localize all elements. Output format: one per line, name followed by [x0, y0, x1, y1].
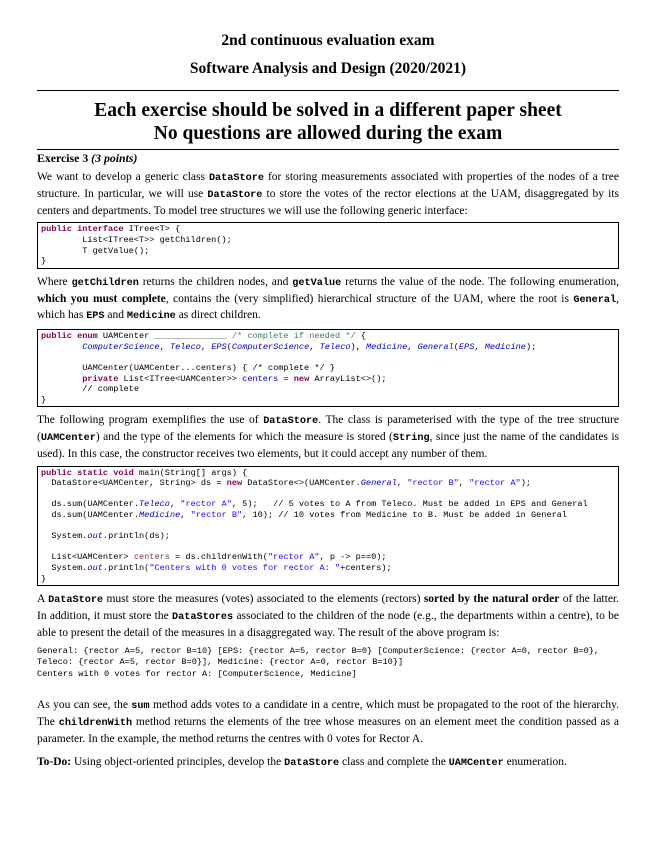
code-block-main: public static void main(String[] args) { DataStore<UAMCenter, String> ds = new DataStore<>(UAMCenter.General, "rector B", "rector A"); ds.sum(UAMCenter.Teleco, "rector A", 5); // 5 votes to A from Teleco. Must be added in EPS and General ds.sum(UAMCenter.Medicine, "rector B", 10); // 10 votes from Medicine to B. Must be added in General System.out.println(ds); List<UAMCenter> centers = ds.childrenWith("rector A", p -> p==0); System.out.println("Centers with 0 votes for rector A: "+centers); } — [37, 466, 619, 587]
output-line: General: {rector A=5, rector B=10} [EPS: {rector A=5, rector B=0} [ComputerScience: {rector A=0, rector B=0}, — [37, 645, 600, 656]
paragraph-methods: As you can see, the sum method adds votes to a candidate in a centre, which must be propagated to the root of the hierarchy. The childrenWith method returns the elements of the tree whose measures on an element meet the condition passed as a parameter. In the example, the method returns the centres with 0 votes for Rector A. — [37, 699, 619, 745]
paragraph-program: The following program exemplifies the use of DataStore. The class is parameterised with the type of the tree structure (UAMCenter) and the type of the elements for which the measure is stored (String, since just the name of the candidates is used). In this case, the constructor receives two elements, but it could accept any number of them. — [37, 414, 620, 460]
announcement-line: No questions are allowed during the exam — [153, 123, 503, 144]
divider — [37, 90, 619, 91]
code-block-itree: public interface ITree<T> { List<ITree<T>> getChildren(); T getValue(); } — [37, 222, 619, 268]
announcement-line: Each exercise should be solved in a different paper sheet — [94, 100, 562, 121]
exam-page — [37, 0, 619, 771]
paragraph-intro: We want to develop a generic class DataStore for storing measurements associated with properties of the nodes of a tree structure. In particular, we will use DataStore to store the votes of the rector elections at the UAM, disaggregated by its centers and departments. To model tree structures we will use the following generic interface: — [37, 171, 619, 217]
paragraph-enum: Where getChildren returns the children nodes, and getValue returns the value of the node. The following enumeration, which you must complete, contains the (very simplified) hierarchical structure of the UAM, where the root is General, which has EPS and Medicine as direct children. — [37, 275, 619, 323]
paragraph-datastore: A DataStore must store the measures (votes) associated to the elements (rectors) sorted by the natural order of the latter. In addition, it must store the DataStores associated to the children of the node (e.g., the departments within a centre), to be able to present the detail of the measures in a disaggregated way. The result of the above program is: — [37, 593, 619, 639]
divider — [37, 149, 619, 150]
output-line: Centers with 0 votes for rector A: [ComputerScience, Medicine] — [37, 668, 357, 679]
todo: To-Do: Using object-oriented principles, develop the DataStore class and complete the UAMCenter enumeration. — [37, 755, 567, 769]
announcement — [37, 99, 619, 145]
program-output — [37, 646, 619, 681]
todo-label: To-Do: — [37, 755, 72, 768]
course-title: Software Analysis and Design (2020/2021) — [189, 60, 467, 77]
output-line: Teleco: {rector A=5, rector B=0}], Medicine: {rector A=0, rector B=10}] — [37, 657, 404, 668]
exam-title: 2nd continuous evaluation exam — [221, 32, 435, 49]
exercise-heading — [37, 151, 619, 167]
code-block-enum: public enum UAMCenter ______________ /* complete if needed */ { ComputerScience, Teleco, EPS(ComputerScience, Teleco), Medicine, General(EPS, Medicine); UAMCenter(UAMCenter...centers) { /* complete */ } private List<ITree<UAMCenter>> centers = new ArrayList<>(); // complete } — [37, 329, 619, 407]
exercise-points: (3 points) — [91, 151, 138, 165]
exercise-label: Exercise 3 — [37, 151, 89, 165]
